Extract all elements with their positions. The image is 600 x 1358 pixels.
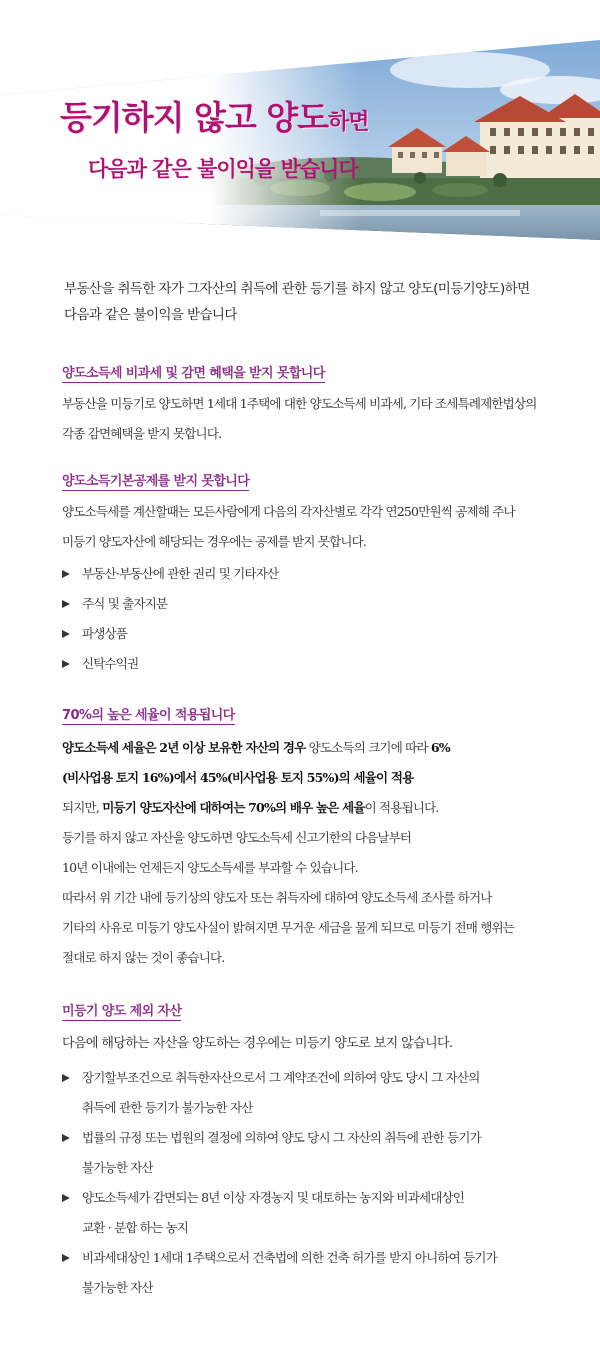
section-text: 되지만, 미등기 양도자산에 대하여는 70%의 배우 높은 세율이 적용됩니다. [62,800,439,815]
list-item: 법률의 규정 또는 법원의 결정에 의하여 양도 당시 그 자산의 취득에 관한 등기가 불가능한 자산 [62,1123,562,1183]
list-item: 장기할부조건으로 취득한자산으로서 그 계약조건에 의하여 양도 당시 그 자산의 취득에 관한 등기가 불가능한 자산 [62,1063,562,1123]
intro-line: 다음과 같은 불이익을 받습니다 [64,307,237,323]
section-no-exemption [62,362,562,449]
asset-list [62,559,562,679]
section-title: 미등기 양도 제외 자산 [62,1000,181,1021]
list-item: 비과세대상인 1세대 1주택으로서 건축법에 의한 건축 허가를 받지 아니하여 등기가 불가능한 자산 [62,1243,562,1303]
list-item: 신탁수익권 [62,649,562,679]
section-excluded-assets [62,1000,562,1303]
list-item: 파생상품 [62,619,562,649]
triangle-bullet-icon [62,630,70,638]
section-text: 기타의 사유로 미등기 양도사실이 밝혀지면 무거운 세금을 물게 되므로 미등기 전매 행위는 [62,920,515,935]
list-item: 주식 및 출자지분 [62,589,562,619]
section-text: 따라서 위 기간 내에 등기상의 양도자 또는 취득자에 대하여 양도소득세 조사를 하거나 [62,890,492,905]
section-text: 각종 감면혜택을 받지 못합니다. [62,426,222,441]
header-banner [0,0,600,250]
intro-line: 부동산을 취득한 자가 그자산의 취득에 관한 등기를 하지 않고 양도(미등기양도)하면 [64,281,530,297]
list-item: 양도소득세가 감면되는 8년 이상 자경농지 및 대토하는 농지와 비과세대상인 교환 · 분합 하는 농지 [62,1183,562,1243]
triangle-bullet-icon [62,660,70,668]
triangle-bullet-icon [62,1074,70,1082]
section-title: 양도소득기본공제를 받지 못합니다 [62,470,249,491]
banner-subtitle: 다음과 같은 불이익을 받습니다 [88,157,358,181]
triangle-bullet-icon [62,570,70,578]
banner-title: 등기하지 않고 양도하면 [60,98,369,137]
section-no-basic-deduction [62,470,562,679]
section-title: 양도소득세 비과세 및 감면 혜택을 받지 못합니다 [62,362,325,383]
triangle-bullet-icon [62,600,70,608]
intro-paragraph [64,276,564,328]
triangle-bullet-icon [62,1254,70,1262]
section-text: 다음에 해당하는 자산을 양도하는 경우에는 미등기 양도로 보지 않습니다. [62,1036,453,1051]
list-item: 부동산·부동산에 관한 권리 및 기타자산 [62,559,562,589]
excluded-asset-list [62,1063,562,1303]
section-text: 절대로 하지 않는 것이 좋습니다. [62,950,225,965]
section-title: 70%의 높은 세율이 적용됩니다 [62,704,235,725]
section-text: 미등기 양도자산에 해당되는 경우에는 공제를 받지 못합니다. [62,534,367,549]
section-text: 양도소득세 세율은 2년 이상 보유한 자산의 경우 양도소득의 크기에 따라 6% [62,740,450,755]
section-text: 양도소득세를 계산할때는 모든사람에게 다음의 각자산별로 각각 연250만원씩 공제해 주나 [62,504,515,519]
section-text: 부동산을 미등기로 양도하면 1세대 1주택에 대한 양도소득세 비과세, 기타 조세특례제한법상의 [62,396,537,411]
section-text: (비사업용 토지 16%)에서 45%(비사업용 토지 55%)의 세율이 적용 [62,770,414,785]
section-high-tax-rate [62,704,562,973]
section-text: 10년 이내에는 언제든지 양도소득세를 부과할 수 있습니다. [62,860,358,875]
section-text: 등기를 하지 않고 자산을 양도하면 양도소득세 신고기한의 다음날부터 [62,830,412,845]
triangle-bullet-icon [62,1194,70,1202]
triangle-bullet-icon [62,1134,70,1142]
